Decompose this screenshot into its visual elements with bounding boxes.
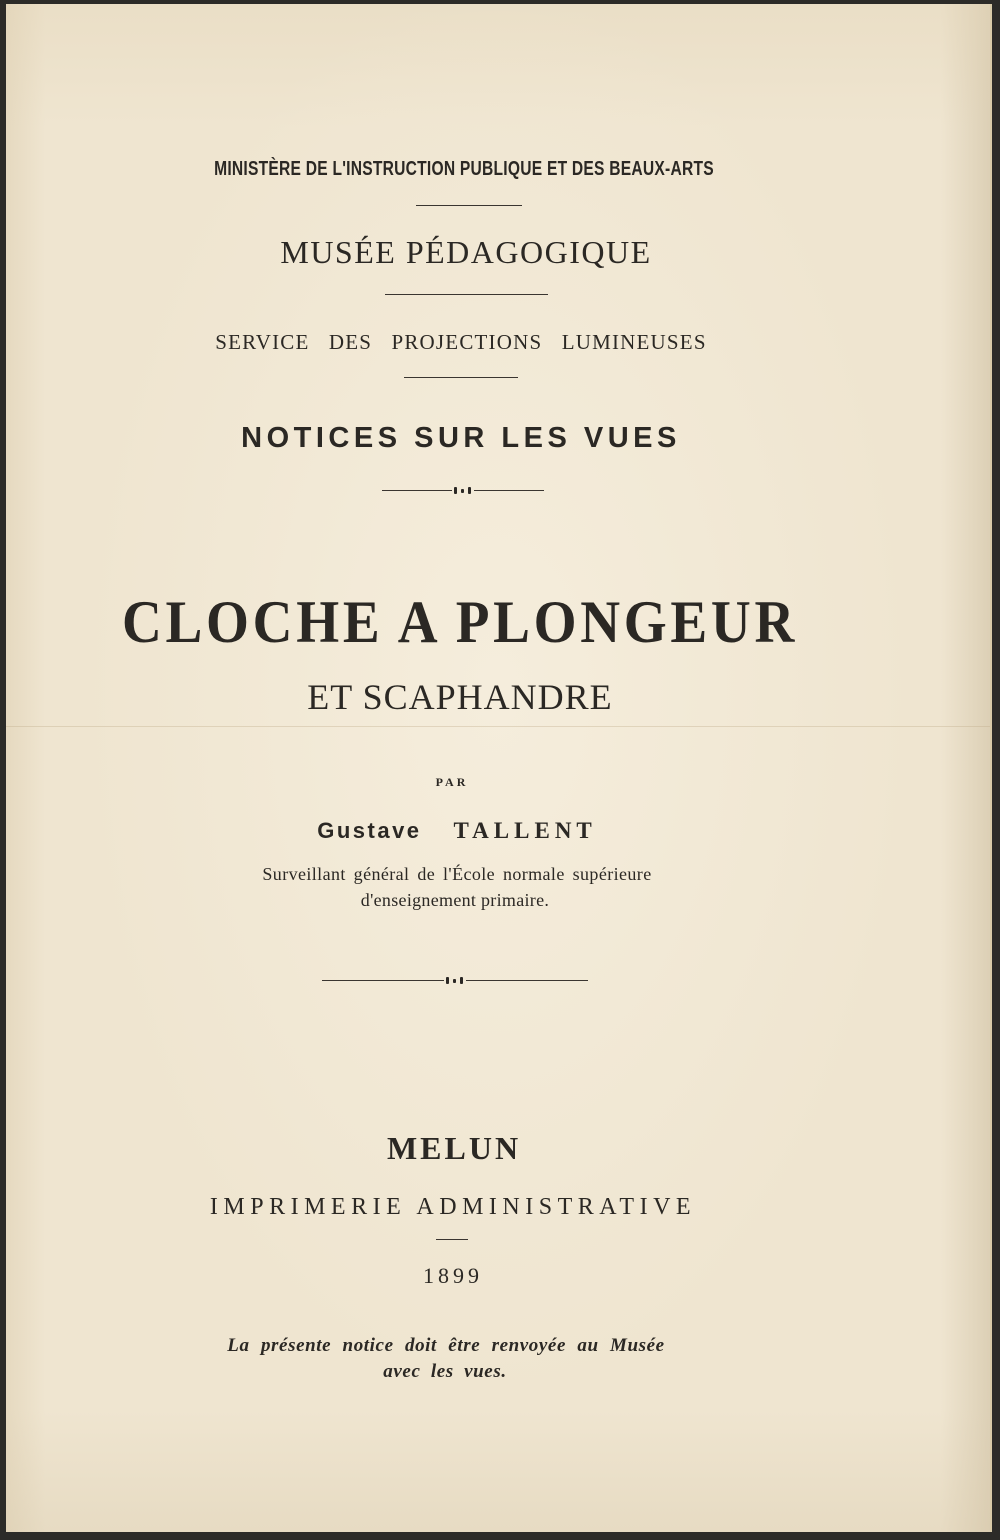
year: 1899	[423, 1263, 483, 1288]
return-notice-line-1: La présente notice doit être renvoyée au Musée	[227, 1335, 665, 1356]
series-heading: NOTICES SUR LES VUES	[241, 422, 681, 454]
divider-rule-2	[385, 294, 548, 295]
printer: IMPRIMERIE ADMINISTRATIVE	[209, 1194, 697, 1220]
author-last-name: TALLENT	[453, 818, 597, 843]
service-heading: SERVICE DES PROJECTIONS LUMINEUSES	[215, 330, 707, 354]
city: MELUN	[386, 1130, 522, 1166]
museum-heading: MUSÉE PÉDAGOGIQUE	[280, 234, 652, 270]
ornamental-divider-1	[382, 486, 544, 496]
ornamental-divider-2	[322, 976, 588, 986]
divider-rule-1	[416, 205, 522, 206]
author-name	[0, 818, 957, 844]
author-role-line-1: Surveillant général de l'École normale supérieure	[262, 864, 652, 884]
author-role-line-2: d'enseignement primaire.	[360, 890, 550, 910]
divider-rule-4	[436, 1239, 468, 1240]
main-title: CLOCHE A PLONGEUR	[122, 589, 798, 655]
by-label: PAR	[435, 775, 469, 789]
author-first-name: Gustave	[317, 818, 422, 843]
subtitle: ET SCAPHANDRE	[307, 677, 613, 717]
divider-rule-3	[404, 377, 518, 378]
ministry-heading: MINISTÈRE DE L'INSTRUCTION PUBLIQUE ET DES BEAUX-ARTS	[214, 158, 714, 180]
paper-fold-crease	[6, 726, 990, 727]
return-notice-line-2: avec les vues.	[383, 1361, 507, 1382]
